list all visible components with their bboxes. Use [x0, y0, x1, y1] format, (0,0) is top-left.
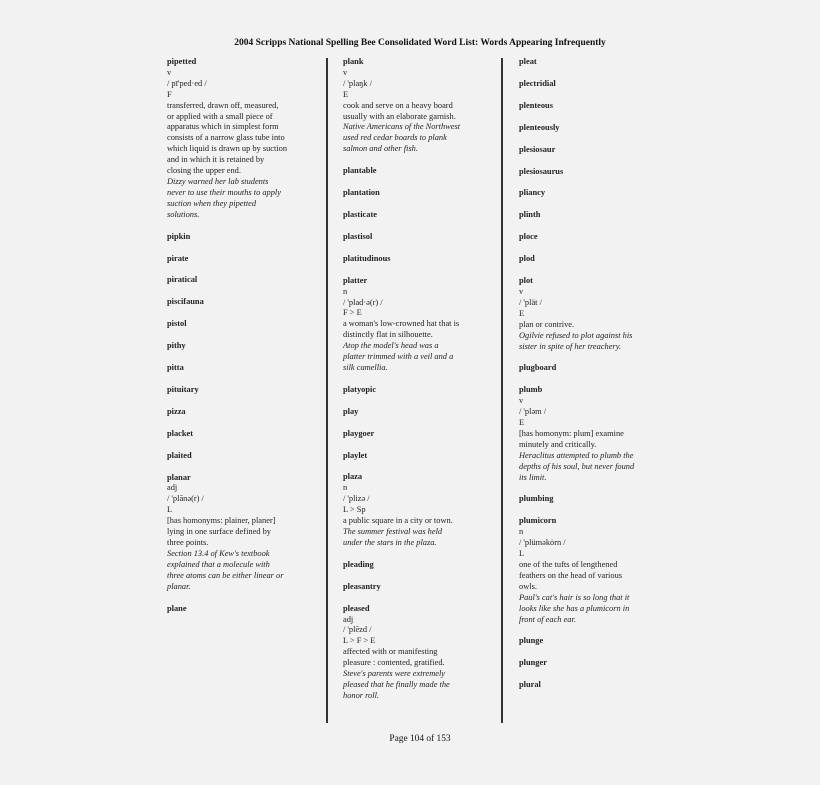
word-entry [519, 57, 669, 68]
word-entry [167, 319, 317, 330]
word-entry [519, 658, 669, 669]
word-entry [343, 385, 493, 396]
headword: plod [519, 254, 535, 264]
word-entry [343, 582, 493, 593]
language-origin: E [519, 418, 525, 428]
word-entry [167, 57, 317, 221]
word-entry [343, 232, 493, 243]
word-entry [343, 472, 493, 548]
part-of-speech: n [343, 286, 348, 296]
definition: plan or contrive. [519, 319, 575, 329]
headword: plastisol [343, 231, 373, 241]
word-entry [167, 254, 317, 265]
headword: pitta [167, 363, 184, 373]
part-of-speech: v [519, 286, 524, 296]
headword: piscifauna [167, 297, 204, 307]
column-3 [519, 57, 669, 702]
headword: plantable [343, 166, 377, 176]
word-entry [167, 451, 317, 462]
word-entry [167, 473, 317, 593]
example-sentence: Native Americans of the Northwest used red cedar boards to plank salmon and other fish. [343, 122, 461, 154]
example-sentence: Paul's cat's hair is so long that it looks like she has a plumicorn in front of each ear. [519, 592, 630, 624]
headword: plenteously [519, 122, 560, 132]
word-entry [519, 232, 669, 243]
language-origin: F > E [343, 308, 362, 318]
part-of-speech: n [343, 483, 348, 493]
example-sentence: Ogilvie refused to plot against his sister in spite of her treachery. [519, 330, 633, 351]
headword: planar [167, 472, 191, 482]
word-entry [519, 516, 669, 625]
word-entry [343, 407, 493, 418]
headword: plinth [519, 210, 541, 220]
headword: plasticate [343, 209, 377, 219]
word-entry [519, 123, 669, 134]
headword: plesiosaur [519, 144, 556, 154]
headword: plugboard [519, 363, 557, 373]
headword: pleasantry [343, 581, 381, 591]
part-of-speech: n [519, 527, 524, 537]
word-entry [343, 560, 493, 571]
definition: affected with or manifesting pleasure : contented, gratified. [343, 647, 445, 668]
definition: [has homonym: plum] examine minutely and critically. [519, 428, 624, 449]
word-entry [343, 210, 493, 221]
word-entry [519, 188, 669, 199]
word-entry [167, 275, 317, 286]
word-entry [519, 385, 669, 483]
column-divider [326, 58, 328, 723]
definition: [has homonyms: plainer, planer] lying in one surface defined by three points. [167, 516, 276, 547]
pronunciation: / 'pləm / [519, 407, 547, 417]
pronunciation: / 'plēzd / [343, 625, 372, 635]
headword: plumicorn [519, 516, 557, 526]
definition: a public square in a city or town. [343, 516, 453, 526]
word-entry [343, 451, 493, 462]
word-entry [519, 101, 669, 112]
headword: plunger [519, 658, 547, 668]
headword: plantation [343, 188, 380, 198]
example-sentence: Steve's parents were extremely pleased that he finally made the honor roll. [343, 669, 450, 700]
word-entry [167, 604, 317, 615]
headword: pleased [343, 603, 370, 613]
word-entry [519, 210, 669, 221]
part-of-speech: v [343, 67, 348, 77]
word-entry [519, 167, 669, 178]
headword: pithy [167, 341, 186, 351]
headword: pliancy [519, 188, 546, 198]
word-entry [167, 341, 317, 352]
word-entry [343, 604, 493, 702]
headword: plumb [519, 385, 543, 395]
headword: playlet [343, 450, 368, 460]
language-origin: L > Sp [343, 505, 366, 515]
headword: platitudinous [343, 253, 391, 263]
headword: plank [343, 57, 364, 66]
headword: platter [343, 275, 368, 285]
word-entry [167, 232, 317, 243]
headword: plaited [167, 450, 192, 460]
word-entry [519, 276, 669, 352]
example-sentence: Heraclitus attempted to plumb the depths of his soul, but never found its limit. [519, 450, 635, 482]
word-entry [519, 636, 669, 647]
definition: one of the tufts of lengthened feathers on the head of various owls. [519, 560, 623, 591]
headword: pirate [167, 253, 189, 263]
headword: plaza [343, 472, 363, 482]
word-entry [343, 429, 493, 440]
headword: plectridial [519, 78, 556, 88]
word-entry [343, 254, 493, 265]
column-2 [343, 57, 493, 713]
headword: pistol [167, 319, 187, 329]
word-entry [343, 57, 493, 155]
headword: platyopic [343, 384, 377, 394]
headword: plane [167, 603, 187, 613]
word-entry [519, 145, 669, 156]
part-of-speech: adj [343, 614, 354, 624]
headword: pipetted [167, 57, 197, 66]
pronunciation: / 'plaŋk / [343, 78, 372, 88]
headword: pleat [519, 57, 537, 66]
word-entry [343, 166, 493, 177]
headword: plot [519, 276, 533, 286]
part-of-speech: v [167, 67, 172, 77]
part-of-speech: v [519, 396, 524, 406]
pronunciation: / 'plüməkȯrn / [519, 538, 566, 548]
pronunciation: / 'plät / [519, 297, 542, 307]
language-origin: E [343, 89, 349, 99]
column-divider [501, 58, 503, 723]
headword: plesiosaurus [519, 166, 564, 176]
word-entry [167, 385, 317, 396]
word-entry [167, 297, 317, 308]
word-entry [519, 79, 669, 90]
word-entry [519, 494, 669, 505]
pronunciation: / 'plānə(r) / [167, 494, 204, 504]
example-sentence: Section 13.4 of Kew's textbook explained that a molecule with three atoms can be either linear or planar. [167, 548, 284, 591]
page-title: 2004 Scripps National Spelling Bee Consolidated Word List: Words Appearing Infrequently [234, 38, 606, 48]
language-origin: L > F > E [343, 636, 376, 646]
headword: pizza [167, 406, 186, 416]
definition: transferred, drawn off, measured, or applied with a small piece of apparatus which in simplest form consists of a narrow glass tube into which liquid is drawn up by suction and in which it is retained by closing the upper end. [167, 100, 288, 176]
word-entry [167, 363, 317, 374]
word-entry [343, 276, 493, 374]
headword: pleading [343, 559, 374, 569]
word-entry [167, 429, 317, 440]
headword: ploce [519, 232, 538, 242]
page-number: Page 104 of 153 [389, 734, 451, 744]
headword: pipkin [167, 231, 191, 241]
example-sentence: Atop the model's head was a platter trimmed with a veil and a silk camellia. [343, 341, 454, 372]
language-origin: F [167, 89, 172, 99]
example-sentence: The summer festival was held under the stars in the plaza. [343, 527, 443, 547]
pronunciation: / pī'ped·ed / [167, 78, 207, 88]
headword: placket [167, 428, 194, 438]
word-entry [343, 188, 493, 199]
headword: playgoer [343, 428, 375, 438]
headword: play [343, 406, 359, 416]
language-origin: E [519, 308, 525, 318]
word-entry [519, 680, 669, 691]
headword: plural [519, 680, 541, 690]
pronunciation: / 'plad·ə(r) / [343, 297, 383, 307]
pronunciation: / 'plizə / [343, 494, 370, 504]
definition: cook and serve on a heavy board usually with an elaborate garnish. [343, 100, 456, 121]
part-of-speech: adj [167, 483, 178, 493]
example-sentence: Dizzy warned her lab students never to use their mouths to apply suction when they pipetted solutions. [167, 176, 281, 219]
headword: pituitary [167, 384, 199, 394]
word-entry [167, 407, 317, 418]
headword: piratical [167, 275, 198, 285]
language-origin: L [519, 549, 525, 559]
language-origin: L [167, 505, 173, 515]
word-entry [519, 254, 669, 265]
headword: plumbing [519, 494, 554, 504]
column-1 [167, 57, 317, 625]
headword: plunge [519, 636, 544, 646]
definition: a woman's low-crowned hat that is distinctly flat in silhouette. [343, 319, 460, 340]
headword: plenteous [519, 100, 553, 110]
document-page [150, 0, 690, 785]
word-entry [519, 363, 669, 374]
